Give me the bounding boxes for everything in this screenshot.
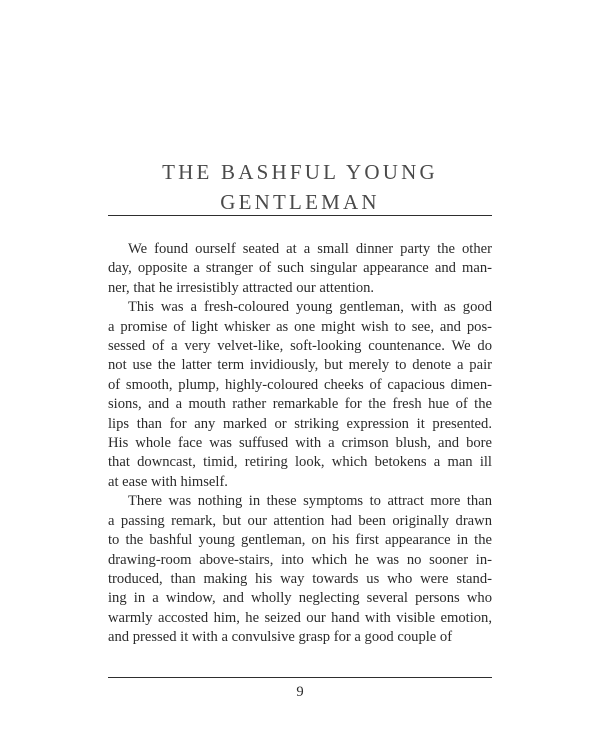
chapter-title-line-1: THE BASHFUL YOUNG (162, 160, 438, 185)
paragraph (108, 492, 492, 647)
text-line: to the bashful young gentleman, on his first appearance in the (108, 532, 492, 549)
text-line: of smooth, plump, highly-coloured cheeks of capacious dimen- (108, 376, 492, 393)
bottom-divider-rule (108, 677, 492, 678)
text-line: a passing remark, but our attention had been originally drawn (108, 512, 492, 529)
text-line: and pressed it with a convulsive grasp for a good couple of (108, 629, 453, 646)
text-line: not use the latter term invidiously, but merely to denote a pair (108, 357, 492, 374)
chapter-title-line-2: GENTLEMAN (220, 190, 380, 215)
text-line: sions, and a mouth rather remarkable for the fresh hue of the (108, 396, 492, 413)
text-line: We found ourself seated at a small dinner party the other (128, 241, 492, 257)
paragraph (108, 298, 492, 492)
text-line: ner, that he irresistibly attracted our attention. (108, 279, 375, 296)
text-line: warmly accosted him, he seized our hand with visible emotion, (108, 609, 492, 626)
text-line: sessed of a very velvet-like, soft-looking countenance. We do (108, 338, 492, 355)
text-line: There was nothing in these symptoms to attract more than (128, 493, 492, 510)
text-line: His whole face was suffused with a crimson blush, and bore (108, 435, 492, 452)
top-divider-rule (108, 215, 492, 216)
text-line: that downcast, timid, retiring look, which betokens a man ill (108, 454, 492, 471)
text-line: ing in a window, and wholly neglecting several persons who (108, 590, 492, 607)
page-number: 9 (296, 684, 304, 700)
text-line: drawing-room above-stairs, into which he was no sooner in- (108, 551, 492, 568)
text-line: at ease with himself. (108, 473, 228, 490)
paragraph (108, 240, 492, 298)
text-line: day, opposite a stranger of such singular appearance and man- (108, 260, 492, 277)
text-line: This was a fresh-coloured young gentleman, with as good (128, 299, 492, 316)
text-line: troduced, than making his way towards us who were stand- (108, 570, 492, 587)
chapter-title (108, 157, 492, 217)
text-line: a promise of light whisker as one might wish to see, and pos- (108, 318, 492, 335)
text-line: lips than for any marked or striking expression it presented. (108, 415, 492, 432)
body-text (108, 240, 492, 648)
